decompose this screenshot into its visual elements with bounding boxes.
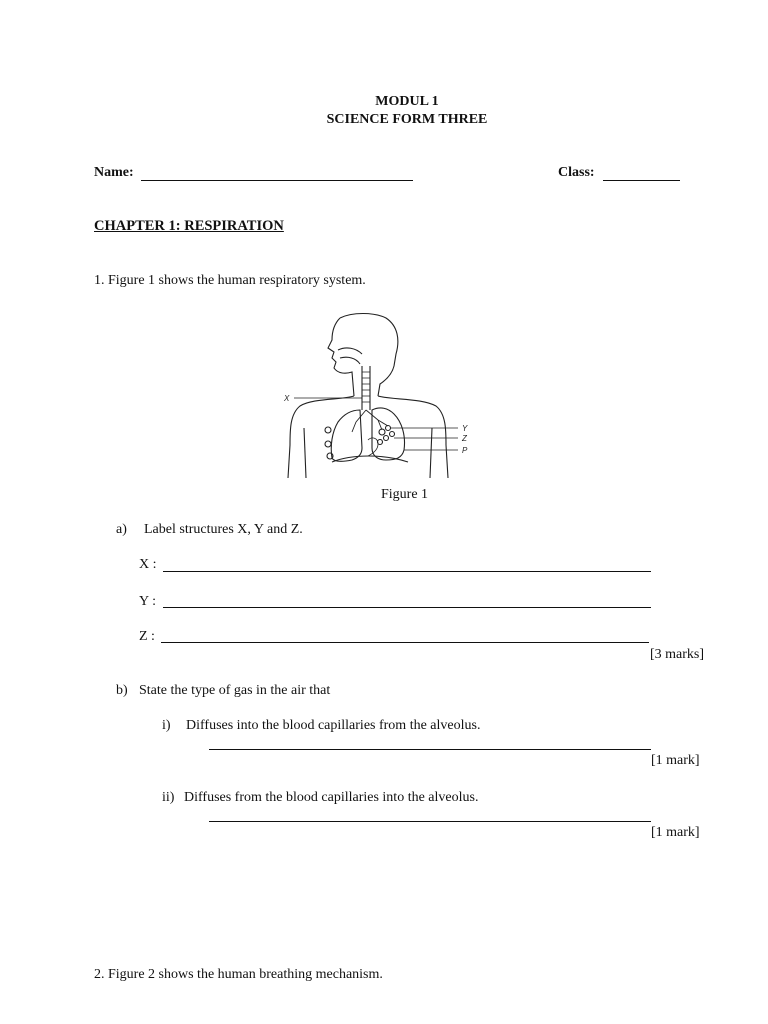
- respiratory-system-figure: [282, 310, 478, 480]
- part-b-number: b): [116, 683, 128, 698]
- part-b-ii-number: ii): [162, 790, 175, 805]
- figure-label-x: X: [284, 394, 290, 403]
- class-field-line[interactable]: [603, 180, 680, 181]
- name-label: Name:: [94, 165, 134, 180]
- answer-y-line[interactable]: [163, 607, 651, 608]
- part-b-i-text: Diffuses into the blood capillaries from the alveolus.: [186, 718, 481, 733]
- part-b-i-marks: [1 mark]: [651, 753, 700, 768]
- name-field-line[interactable]: [141, 180, 413, 181]
- part-a-marks: [3 marks]: [650, 647, 705, 662]
- answer-z-label: Z :: [139, 629, 155, 644]
- part-b-text: State the type of gas in the air that: [139, 683, 331, 698]
- title-line-1: MODUL 1: [375, 94, 439, 109]
- part-a-number: a): [116, 522, 127, 537]
- class-label: Class:: [558, 165, 595, 180]
- answer-x-label: X :: [139, 557, 157, 572]
- answer-b-i-line[interactable]: [209, 749, 651, 750]
- part-b-ii-marks: [1 mark]: [651, 825, 700, 840]
- figure-label-z: Z: [462, 434, 467, 443]
- figure-1-caption: Figure 1: [381, 487, 429, 502]
- figure-label-p: P: [462, 446, 468, 455]
- chapter-heading: CHAPTER 1: RESPIRATION: [94, 218, 284, 234]
- part-b-i-number: i): [162, 718, 171, 733]
- answer-x-line[interactable]: [163, 571, 651, 572]
- title-line-2: SCIENCE FORM THREE: [326, 112, 488, 127]
- figure-label-y: Y: [462, 424, 468, 433]
- question-2-intro: 2. Figure 2 shows the human breathing mechanism.: [94, 967, 383, 982]
- answer-y-label: Y :: [139, 594, 156, 609]
- part-a-text: Label structures X, Y and Z.: [144, 522, 303, 537]
- answer-b-ii-line[interactable]: [209, 821, 651, 822]
- part-b-ii-text: Diffuses from the blood capillaries into the alveolus.: [184, 790, 479, 805]
- question-1-intro: 1. Figure 1 shows the human respiratory system.: [94, 273, 366, 288]
- answer-z-line[interactable]: [161, 642, 649, 643]
